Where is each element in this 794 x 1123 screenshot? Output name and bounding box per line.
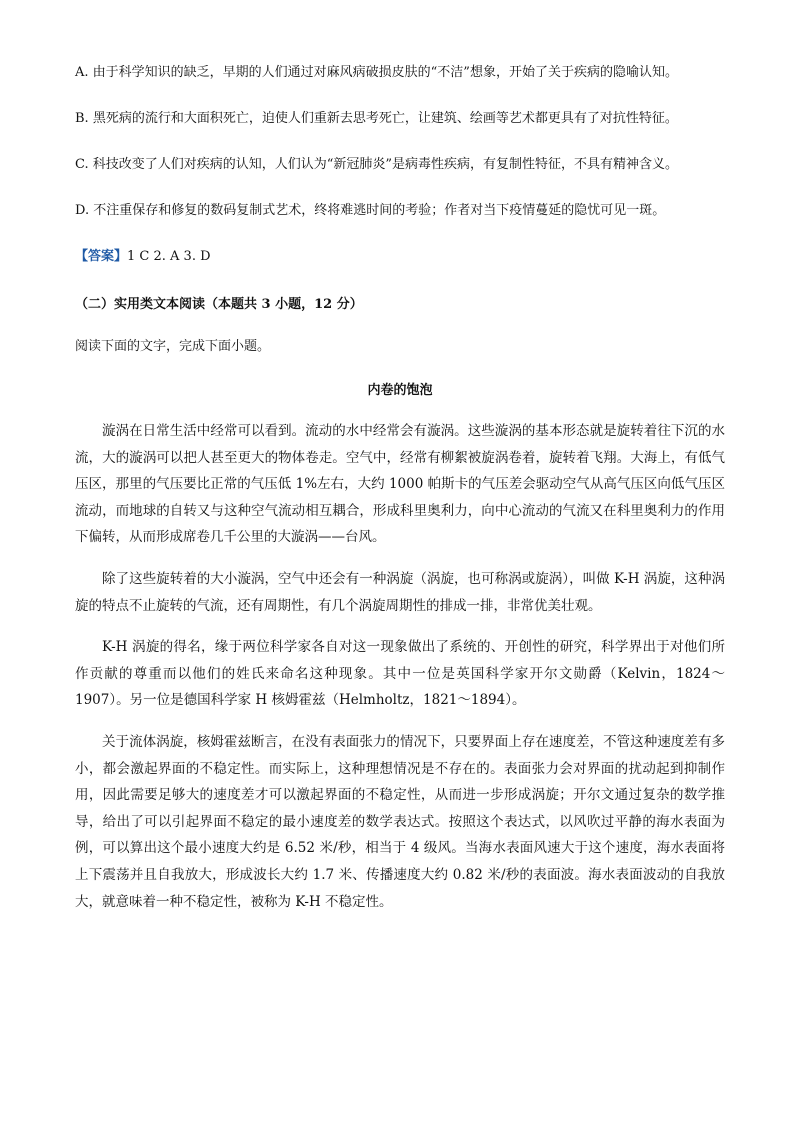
article-paragraph-4: 关于流体涡旋，核姆霍兹断言，在没有表面张力的情况下，只要界面上存在速度差，不管这种速度差有多小，都会激起界面的不稳定性。而实际上，这种理想情况是不存在的。表面张力会对界面的扰动起到抑制作用，因此需要足够大的速度差才可以激起界面的不稳定性，从而进一步形成涡旋；开尔文通过复杂的数学推导，给出了可以引起界面不稳定的最小速度差的数学表达式。按照这个表达式，以风吹过平静的海水表面为例，可以算出这个最小速度大约是 6.52 米/秒，相当于 4 级风。当海水表面风速大于这个速度，海水表面将上下震荡并且自我放大，形成波长大约 1.7 米、传播速度大约 0.82 米/秒的表面波。海水表面波动的自我放大，就意味着一种不稳定性，被称为 K-H 不稳定性。 [75, 733, 725, 910]
option-b: B. 黑死病的流行和大面积死亡，迫使人们重新去思考死亡，让建筑、绘画等艺术都更具有了对抗性特征。 [75, 111, 678, 126]
answer-line [75, 246, 725, 268]
section-heading: （二）实用类文本阅读（本题共 3 小题，12 分） [75, 297, 363, 312]
article-title: 内卷的饱泡 [367, 383, 433, 398]
article-paragraph-1: 漩涡在日常生活中经常可以看到。流动的水中经常会有漩涡。这些漩涡的基本形态就是旋转着往下沉的水流，大的漩涡可以把人甚至更大的物体卷走。空气中，经常有柳絮被旋涡卷着，旋转着飞翔。大海上，有低气压区，那里的气压要比正常的气压低 1%左右，大约 1000 帕斯卡的气压差会驱动空气从高气压区向低气压区流动，而地球的自转又与这种空气流动相互耦合，形成科里奥利力，向中心流动的气流又在科里奥利力的作用下偏转，从而形成席卷几千公里的大漩涡——台风。 [75, 423, 725, 546]
option-d: D. 不注重保存和修复的数码复制式艺术，终将难逃时间的考验；作者对当下疫情蔓延的隐忧可见一斑。 [75, 203, 666, 218]
answer-text: 1 C 2. A 3. D [127, 249, 211, 264]
answer-tag: 【答案】 [75, 249, 128, 264]
option-a: A. 由于科学知识的缺乏，早期的人们通过对麻风病破损皮肤的“不洁”想象，开始了关于疾病的隐喻认知。 [75, 65, 678, 80]
document-page [75, 62, 725, 930]
option-c: C. 科技改变了人们对疾病的认知，人们认为“新冠肺炎”是病毒性疾病，有复制性特征，不具有精神含义。 [75, 157, 679, 172]
article-paragraph-2: 除了这些旋转着的大小漩涡，空气中还会有一种涡旋（涡旋，也可称涡或旋涡），叫做 K-H 涡旋，这种涡旋的特点不止旋转的气流，还有周期性，有几个涡旋周期性的排成一排，非常优美壮观。 [75, 570, 725, 614]
reading-instruction: 阅读下面的文字，完成下面小题。 [75, 339, 271, 354]
article-paragraph-3: K-H 涡旋的得名，缘于两位科学家各自对这一现象做出了系统的、开创性的研究，科学界出于对他们所作贡献的尊重而以他们的姓氏来命名这种现象。其中一位是英国科学家开尔文勋爵（Kelvin，1824～1907）。另一位是德国科学家 H 核姆霍兹（Helmholtz，1821～1894）。 [75, 639, 725, 709]
